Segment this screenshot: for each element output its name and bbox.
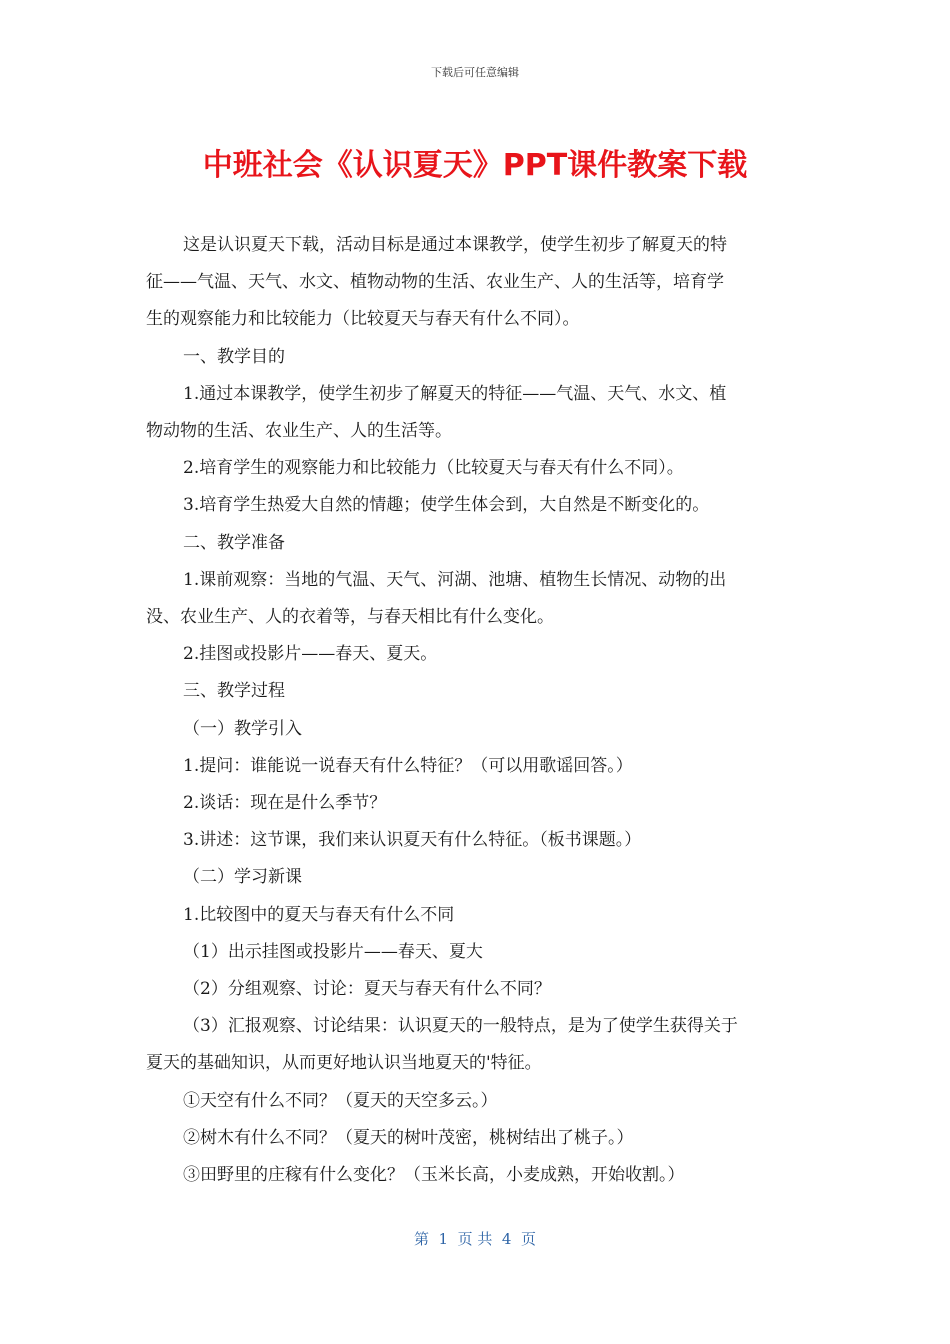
body-line: 1.课前观察：当地的气温、天气、河湖、池塘、植物生长情况、动物的出 <box>183 569 727 590</box>
body-line: 1.提问：谁能说一说春天有什么特征？（可以用歌谣回答。） <box>183 755 633 776</box>
body-line: （3）汇报观察、讨论结果：认识夏天的一般特点，是为了使学生获得关于 <box>183 1016 738 1037</box>
body-line: ③田野里的庄稼有什么变化？（玉米长高，小麦成熟，开始收割。） <box>183 1165 685 1186</box>
body-line: ①天空有什么不同？（夏天的天空多云。） <box>183 1090 498 1111</box>
body-line: 夏天的基础知识，从而更好地认识当地夏天的'特征。 <box>146 1053 542 1074</box>
body-line: 没、农业生产、人的衣着等，与春天相比有什么变化。 <box>146 607 554 628</box>
body-line: 物动物的生活、农业生产、人的生活等。 <box>146 421 452 442</box>
body-line: 生的观察能力和比较能力（比较夏天与春天有什么不同）。 <box>146 309 580 330</box>
section-heading: 二、教学准备 <box>183 532 285 553</box>
body-line: （2）分组观察、讨论：夏天与春天有什么不同？ <box>183 979 551 1000</box>
body-line: 征——气温、天气、水文、植物动物的生活、农业生产、人的生活等，培育学 <box>146 272 724 293</box>
body-line: 3.讲述：这节课，我们来认识夏天有什么特征。（板书课题。） <box>183 830 642 851</box>
body-line: ②树木有什么不同？（夏天的树叶茂密，桃树结出了桃子。） <box>183 1127 634 1148</box>
body-line: 2.谈话：现在是什么季节？ <box>183 793 387 814</box>
section-heading: 三、教学过程 <box>183 681 285 702</box>
header-note: 下载后可任意编辑 <box>431 66 519 79</box>
subsection-heading: （二）学习新课 <box>183 867 302 888</box>
body-line: 2.挂图或投影片——春天、夏天。 <box>183 644 438 665</box>
body-line: 1.比较图中的夏天与春天有什么不同 <box>183 904 455 925</box>
body-line: 1.通过本课教学，使学生初步了解夏天的特征——气温、天气、水文、植 <box>183 383 727 404</box>
body-line: 2.培育学生的观察能力和比较能力（比较夏天与春天有什么不同）。 <box>183 458 684 479</box>
page-footer: 第 1 页 共 4 页 <box>414 1230 536 1248</box>
body-line: 这是认识夏天下载，活动目标是通过本课教学，使学生初步了解夏天的特 <box>183 235 727 255</box>
body-line: 3.培育学生热爱大自然的情趣；使学生体会到，大自然是不断变化的。 <box>183 495 710 516</box>
subsection-heading: （一）教学引入 <box>183 718 302 739</box>
document-body <box>146 227 810 1194</box>
document-title: 中班社会《认识夏天》PPT课件教案下载 <box>202 148 748 183</box>
body-line: （1）出示挂图或投影片——春天、夏大 <box>183 941 483 962</box>
section-heading: 一、教学目的 <box>183 346 285 367</box>
